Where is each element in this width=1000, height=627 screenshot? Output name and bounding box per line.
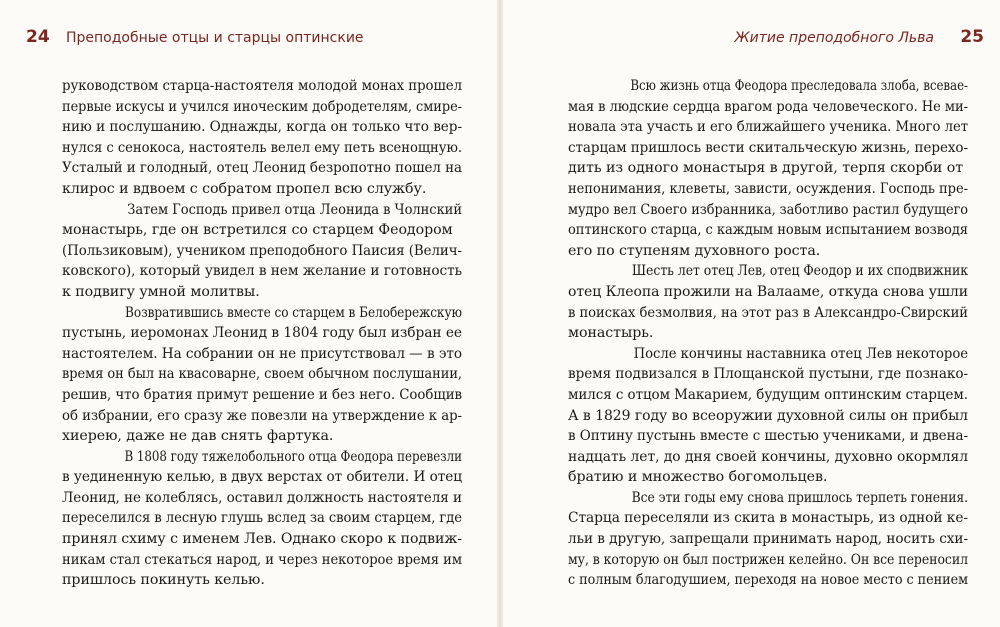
text-line: об избрании, его сразу же повезли на утверждение к ар-	[62, 407, 462, 424]
text-line: После кончины наставника отец Лев некоторое	[633, 345, 968, 362]
text-line: настоятелем. На собрании он не присутствовал — в это	[62, 345, 462, 362]
text-line: Леонид, не колеблясь, оставил должность настоятеля и	[62, 489, 462, 506]
text-line: принял схиму с именем Лев. Однако скоро к подвиж-	[62, 531, 462, 548]
text-line: оптинского старца, с каждым новым испытанием возводя	[568, 222, 968, 239]
text-line: нулся с сенокоса, настоятель велел ему петь всенощную.	[62, 139, 462, 156]
text-line: Возвратившись вместе со старцем в Белобережскую	[124, 304, 462, 321]
text-line: мудро вел Своего избранника, заботливо растил будущего	[568, 201, 968, 218]
text-line: Усталый и голодный, отец Леонид безропотно пошел на	[62, 160, 462, 177]
text-line: пустынь, иеромонах Леонид в 1804 году был избран ее	[62, 325, 462, 342]
left-page-number: 24	[26, 27, 50, 47]
text-line: клирос и вдвоем с собратом пропел всю службу.	[62, 180, 427, 197]
text-line: (Пользиковым), учеником преподобного Паисия (Велич-	[62, 242, 462, 259]
text-line: старцам пришлось вести скитальческую жизнь, перехо-	[568, 139, 968, 156]
text-line: его по ступеням духовного роста.	[568, 242, 821, 259]
text-line: в Оптину пустынь вместе с шестью учениками, и двена-	[568, 428, 968, 445]
text-line: мая в людские сердца врагом рода человеческого. Не ми-	[568, 98, 968, 115]
text-line: переселился в лесную глушь вслед за своим старцем, где	[62, 510, 462, 527]
text-line: Все эти годы ему снова пришлось терпеть гонения.	[631, 489, 968, 506]
right-running-title: Житие преподобного Льва	[734, 30, 934, 46]
text-line: решив, что братия примут решение и без него. Сообщив	[62, 386, 462, 403]
text-line: к подвигу умной молитвы.	[62, 283, 260, 300]
text-line: монастырь.	[568, 325, 654, 342]
text-line: мился с отцом Макарием, будущим оптинским старцем.	[568, 386, 968, 403]
text-line: Затем Господь привел отца Леонида в Чолнский	[127, 201, 462, 218]
text-line: А в 1829 году во всеоружии духовной силы он прибыл	[568, 407, 968, 424]
left-running-title: Преподобные отцы и старцы оптинские	[66, 30, 364, 46]
left-body-text	[62, 76, 462, 591]
text-line: новала эта участь и его ближайшего ученика. Много лет	[568, 119, 968, 136]
text-line: пришлось покинуть келью.	[62, 572, 265, 589]
text-line: руководством старца-настоятеля молодой монах прошел	[62, 78, 462, 94]
text-line: в уединенную келью, в двух верстах от обители. И отец	[62, 469, 462, 486]
text-line: дить из одного монастыря в другой, терпя скорби от	[568, 160, 964, 177]
text-line: с полным благодушием, переходя на новое место с пением	[568, 572, 968, 589]
text-line: первые искусы и учился иноческим добродетелям, смире-	[62, 98, 462, 115]
text-line: му, в которую он был пострижен келейно. Он все переносил	[568, 551, 968, 568]
text-line: хиерею, даже не дав снять фартука.	[62, 428, 334, 445]
text-line: В 1808 году тяжелобольного отца Феодора перевезли	[124, 448, 462, 465]
text-line: братию и множество богомольцев.	[568, 469, 828, 486]
right-body-text	[568, 76, 968, 591]
right-page	[500, 0, 1000, 627]
text-line: никам стал стекаться народ, и через некоторое время им	[62, 551, 462, 568]
text-line: Старца переселяли из скита в монастырь, из одной ке-	[568, 510, 968, 527]
text-line: льи в другую, запрещали принимать народ, носить схи-	[568, 531, 968, 548]
text-line: монастырь, где он встретился со старцем Феодором	[62, 222, 453, 239]
text-line: Всю жизнь отца Феодора преследовала злоба, всевае-	[630, 78, 968, 94]
text-line: в поисках безмолвия, на этот раз в Александро-Свирский	[568, 304, 968, 321]
text-line: время он был на квасоварне, своем обычном послушании,	[62, 366, 462, 383]
text-line: ковского), который увидел в нем желание и готовность	[62, 263, 462, 280]
text-line: время подвизался в Площанской пустыни, где познако-	[568, 366, 968, 383]
text-line: надцать лет, до дня своей кончины, духовно окормлял	[568, 448, 968, 465]
text-line: отец Клеопа прожили на Валааме, откуда снова ушли	[568, 283, 968, 300]
right-page-number: 25	[960, 27, 984, 47]
text-line: непонимания, клеветы, зависти, осуждения. Господь пре-	[568, 180, 968, 197]
text-line: нию и послушанию. Однажды, когда он только что вер-	[62, 119, 462, 136]
text-line: Шесть лет отец Лев, отец Феодор и их сподвижник	[631, 263, 968, 280]
